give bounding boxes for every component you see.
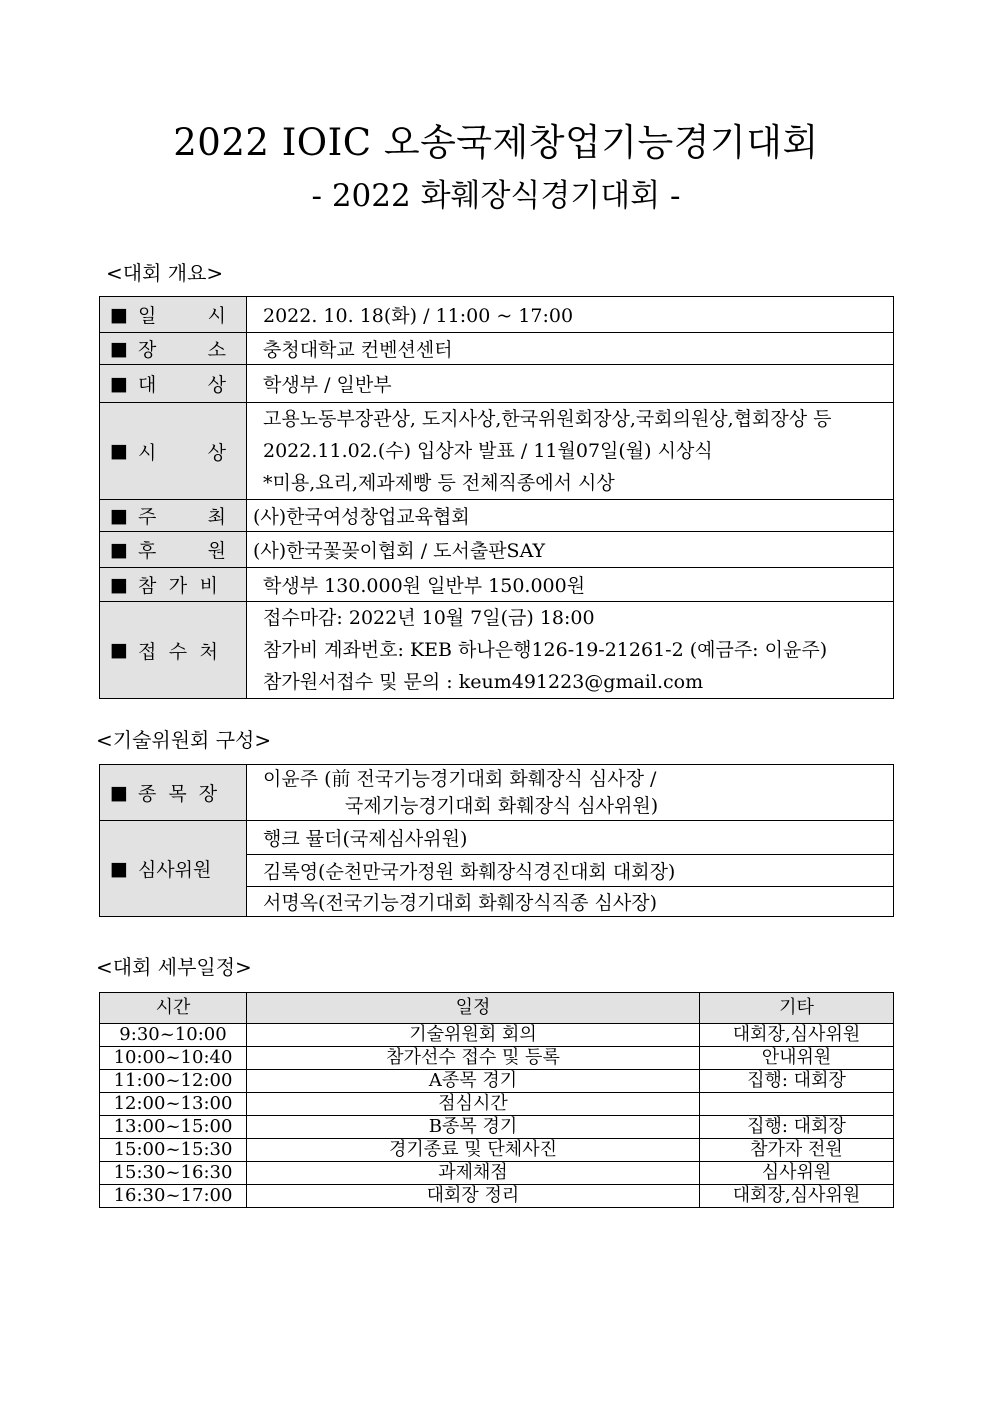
overview-label-char: 최 [207,506,226,528]
overview-label-char: 시 [207,305,226,327]
schedule-time: 12:00~13:00 [100,1093,247,1116]
overview-label-char: 소 [207,339,226,361]
schedule-time: 9:30~10:00 [100,1024,247,1047]
schedule-note: 안내위원 [700,1047,894,1070]
schedule-time: 10:00~10:40 [100,1047,247,1070]
overview-value-line: 접수마감: 2022년 10월 7일(금) 18:00 [263,607,595,629]
overview-label-char: 참 [137,575,157,597]
schedule-header-row [100,993,894,1024]
overview-label [138,571,218,598]
committee-chair-row [100,765,894,821]
overview-label-char: 상 [207,441,226,464]
overview-label-char: 주 [137,506,157,528]
schedule-event: 참가선수 접수 및 등록 [247,1047,700,1070]
chair-label-cell [100,765,247,821]
schedule-row [100,1162,894,1185]
overview-value-line: (사)한국여성창업교육협회 [253,506,470,528]
schedule-event: 기술위원회 회의 [247,1024,700,1047]
committee-heading: <기술위원회 구성> [96,728,272,752]
schedule-time: 15:00~15:30 [100,1139,247,1162]
overview-label-char: 일 [137,305,157,327]
overview-table [99,296,894,699]
overview-value-line: 고용노동부장관상, 도지사상,한국위원회장상,국회의원상,협회장상 등 [263,408,832,430]
schedule-row [100,1185,894,1208]
schedule-time: 13:00~15:00 [100,1116,247,1139]
overview-label [138,637,218,664]
schedule-row [100,1139,894,1162]
overview-row [100,333,894,365]
overview-row [100,297,894,333]
overview-label-cell [100,568,247,602]
black-square-icon: ■ [110,857,128,880]
overview-value-cell [247,333,894,365]
overview-label [138,370,226,397]
overview-label-char: 가 [168,575,188,597]
overview-label-char: 처 [199,640,218,663]
overview-value-cell [247,403,894,500]
judge-row [100,821,894,855]
overview-label [138,502,226,529]
overview-label [138,335,226,362]
schedule-row [100,1024,894,1047]
overview-row [100,568,894,602]
schedule-time: 15:30~16:30 [100,1162,247,1185]
schedule-event: A종목 경기 [247,1070,700,1093]
judges-label-cell [100,821,247,917]
schedule-note: 집행: 대회장 [700,1116,894,1139]
chair-line: 이윤주 (前 전국기능경기대회 화훼장식 심사장 / [263,767,657,790]
chair-label: 종 목 장 [137,783,221,805]
overview-label-char: 후 [137,540,157,562]
document-title: 2022 IOIC 오송국제창업기능경기대회 [173,121,819,164]
black-square-icon: ■ [110,781,128,804]
overview-label-cell [100,602,247,699]
committee-table [99,764,894,917]
overview-label [138,438,226,465]
overview-value-line: 학생부 130.000원 일반부 150.000원 [263,575,586,597]
schedule-row [100,1070,894,1093]
black-square-icon: ■ [110,639,128,661]
overview-label-char: 접 [137,640,157,663]
overview-label-char: 비 [199,575,218,597]
overview-value-line: 참가비 계좌번호: KEB 하나은행126-19-21261-2 (예금주: 이윤주) [263,639,828,661]
schedule-table [99,992,894,1208]
overview-row [100,365,894,403]
schedule-note: 대회장,심사위원 [700,1185,894,1208]
overview-label-cell [100,532,247,568]
overview-value-line: 충청대학교 컨벤션센터 [263,339,453,361]
black-square-icon: ■ [110,303,128,326]
schedule-event: 과제채점 [247,1162,700,1185]
overview-value-line: 2022. 10. 18(화) / 11:00 ~ 17:00 [263,305,574,327]
overview-row [100,532,894,568]
schedule-event: 점심시간 [247,1093,700,1116]
overview-heading: <대회 개요> [106,261,224,285]
chair-value-cell [247,765,894,821]
overview-label [138,301,226,328]
overview-value-line: *미용,요리,제과제빵 등 전체직종에서 시상 [263,472,615,494]
document-subtitle: - 2022 화훼장식경기대회 - [311,178,681,214]
schedule-note: 참가자 전원 [700,1139,894,1162]
overview-value-cell [247,297,894,333]
judge-name: 행크 뮬더(국제심사위원) [247,821,894,855]
overview-value-cell [247,602,894,699]
black-square-icon: ■ [110,440,128,462]
overview-value-cell [247,365,894,403]
judges-label: 심사위원 [137,859,212,881]
schedule-heading: <대회 세부일정> [96,955,252,979]
overview-value-cell [247,568,894,602]
overview-value-cell [247,532,894,568]
overview-label-cell [100,297,247,333]
overview-row [100,602,894,699]
black-square-icon: ■ [110,337,128,360]
overview-label-char: 원 [207,540,226,562]
schedule-event: 대회장 정리 [247,1185,700,1208]
overview-label-char: 시 [137,441,157,464]
overview-label-char: 장 [137,339,157,361]
judge-name: 김록영(순천만국가정원 화훼장식경진대회 대회장) [247,855,894,887]
overview-row [100,403,894,500]
schedule-note [700,1093,894,1116]
overview-value-line: 학생부 / 일반부 [263,374,392,396]
schedule-note: 집행: 대회장 [700,1070,894,1093]
overview-row [100,500,894,532]
overview-value-line: (사)한국꽃꽂이협회 / 도서출판SAY [253,540,546,562]
schedule-row [100,1047,894,1070]
black-square-icon: ■ [110,372,128,395]
chair-line: 국제기능경기대회 화훼장식 심사위원) [345,794,659,817]
overview-label-cell [100,500,247,532]
schedule-header-note: 기타 [700,993,894,1024]
schedule-event: 경기종료 및 단체사진 [247,1139,700,1162]
overview-label-char: 수 [168,640,188,663]
schedule-header-time: 시간 [100,993,247,1024]
overview-label-char: 상 [207,374,226,396]
schedule-row [100,1116,894,1139]
schedule-row [100,1093,894,1116]
overview-label-cell [100,333,247,365]
overview-label-cell [100,365,247,403]
overview-value-line: 2022.11.02.(수) 입상자 발표 / 11월07일(월) 시상식 [263,440,713,462]
overview-label-char: 대 [137,374,157,396]
schedule-header-event: 일정 [247,993,700,1024]
overview-label-cell [100,403,247,500]
schedule-event: B종목 경기 [247,1116,700,1139]
judge-name: 서명옥(전국기능경기대회 화훼장식직종 심사장) [247,887,894,917]
schedule-note: 대회장,심사위원 [700,1024,894,1047]
black-square-icon: ■ [110,504,128,527]
overview-value-cell [247,500,894,532]
overview-label [138,536,226,563]
overview-value-line: 참가원서접수 및 문의 : keum491223@gmail.com [263,671,704,693]
schedule-note: 심사위원 [700,1162,894,1185]
schedule-time: 16:30~17:00 [100,1185,247,1208]
black-square-icon: ■ [110,573,128,596]
black-square-icon: ■ [110,538,128,561]
schedule-time: 11:00~12:00 [100,1070,247,1093]
